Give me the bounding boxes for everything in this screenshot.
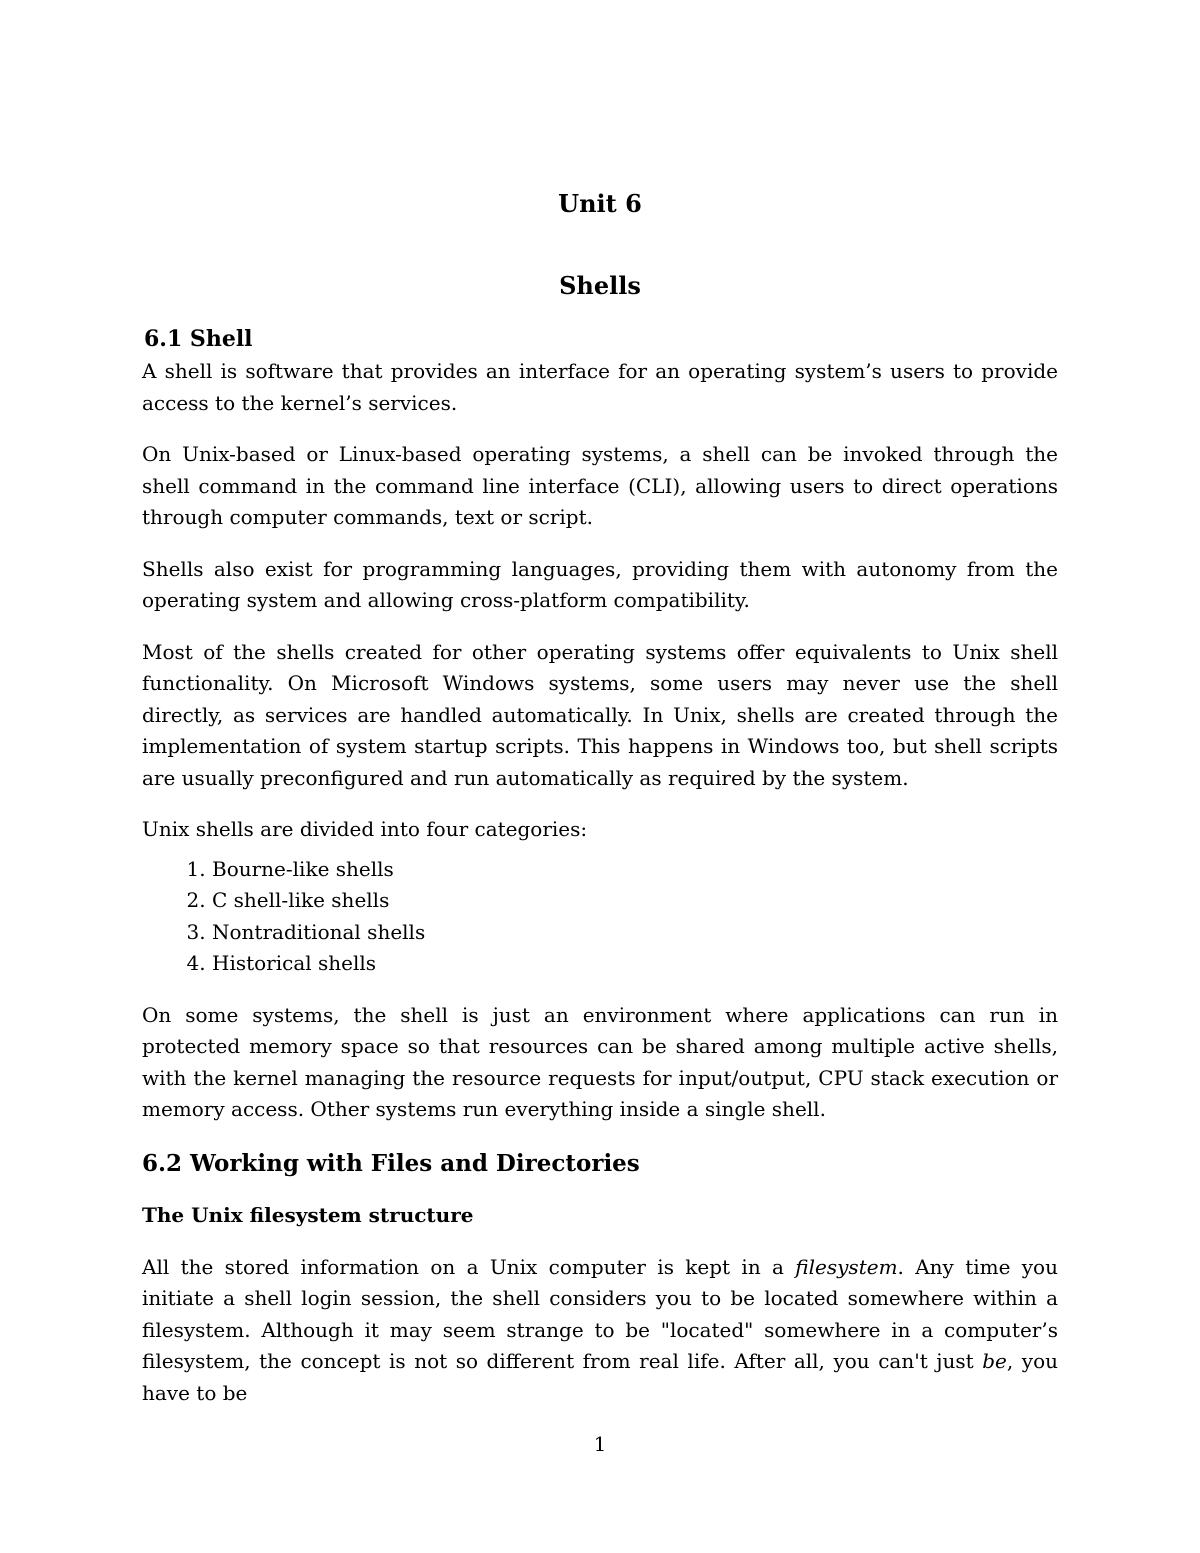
paragraph-categories-intro: Unix shells are divided into four categories: bbox=[142, 817, 588, 841]
list-item: 4. Historical shells bbox=[212, 948, 1058, 980]
paragraph-unix-linux-shell: On Unix-based or Linux-based operating systems, a shell can be invoked through the shell command in the command line interface (CLI), allowing users to direct operations through computer commands, text or script. bbox=[142, 442, 1058, 529]
paragraph-shell-environment: On some systems, the shell is just an environment where applications can run in protected memory space so that resources can be shared among multiple active shells, with the kernel managing the resource requests for input/output, CPU stack execution or memory access. Other systems run everything inside a single shell. bbox=[142, 1002, 1058, 1121]
list-item: 1. Bourne-like shells bbox=[212, 854, 1058, 886]
paragraph-programming-shells: Shells also exist for programming languages, providing them with autonomy from the operating system and allowing cross-platform compatibility. bbox=[142, 556, 1058, 612]
subheading-unix-filesystem: The Unix filesystem structure bbox=[142, 1202, 474, 1227]
paragraph-text: All the stored information on a Unix computer is kept in a bbox=[142, 1254, 796, 1279]
page-number: 1 bbox=[593, 1432, 607, 1456]
chapter-title: Shells bbox=[559, 271, 641, 300]
emphasis-filesystem: filesystem bbox=[795, 1254, 898, 1279]
emphasis-be: be bbox=[982, 1349, 1007, 1373]
list-item: 2. C shell-like shells bbox=[212, 885, 1058, 917]
section-heading-6-2: 6.2 Working with Files and Directories bbox=[142, 1149, 640, 1177]
paragraph-filesystem-intro bbox=[142, 1252, 1058, 1410]
unit-title: Unit 6 bbox=[558, 189, 642, 218]
paragraph-text: , you have to be bbox=[142, 1349, 1058, 1405]
list-item: 3. Nontraditional shells bbox=[212, 917, 1058, 949]
paragraph-other-os-shells: Most of the shells created for other operating systems offer equivalents to Unix shell functionality. On Microsoft Windows systems, some users may never use the shell directly, as services are handled automatically. In Unix, shells are created through the implementation of system startup scripts. This happens in Windows too, but shell scripts are usually preconfigured and run automatically as required by the system. bbox=[142, 639, 1058, 790]
paragraph-shell-definition: A shell is software that provides an interface for an operating system’s users to provide access to the kernel’s services. bbox=[142, 359, 1058, 415]
section-heading-6-1: 6.1 Shell bbox=[144, 326, 253, 352]
page-content bbox=[142, 188, 1058, 1409]
shell-categories-list bbox=[142, 854, 1058, 980]
paragraph-text: . Any time you initiate a shell login session, the shell considers you to be located somewhere within a filesystem. Although it may seem strange to be "located" somewhere in a computer’s filesystem, the concept is not so different from real life. After all, you can't just bbox=[142, 1254, 1058, 1373]
